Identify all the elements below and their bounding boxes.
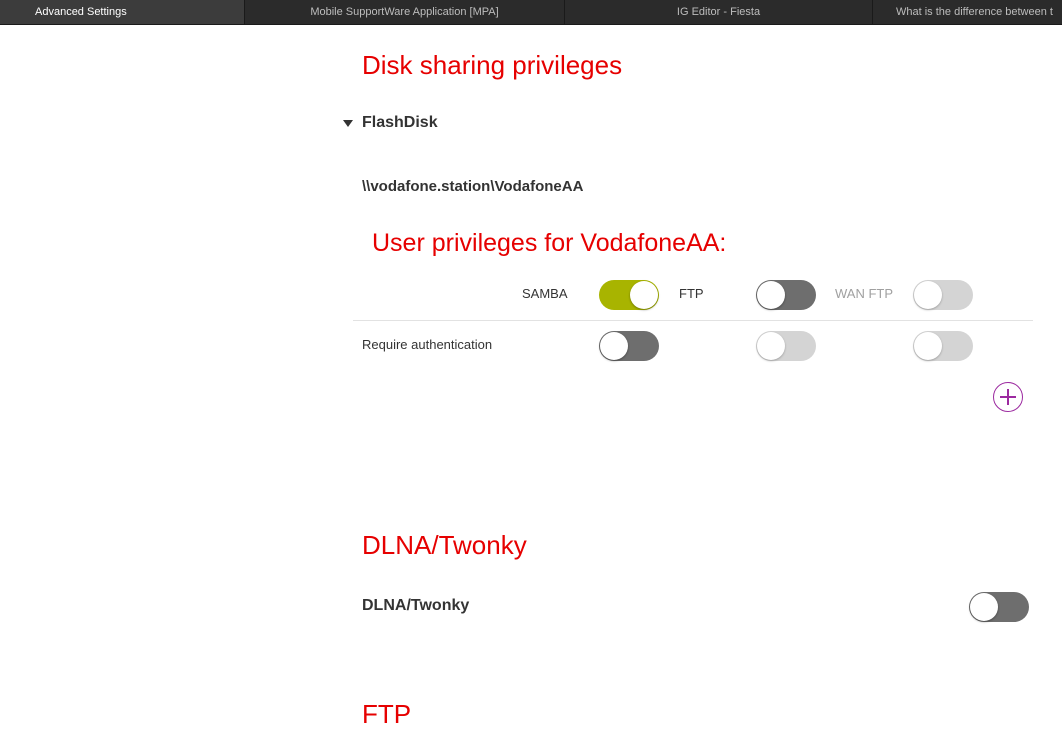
require-auth-wan-ftp-toggle[interactable] — [913, 331, 973, 361]
flashdisk-label[interactable]: FlashDisk — [362, 114, 438, 131]
toggle-knob — [757, 281, 785, 309]
require-auth-label: Require authentication — [362, 337, 493, 352]
wan-ftp-label: WAN FTP — [835, 286, 894, 301]
caret-down-icon[interactable] — [343, 120, 353, 127]
browser-tab-difference[interactable]: What is the difference between t — [896, 6, 1053, 18]
share-path: \\vodafone.station\VodafoneAA — [362, 178, 584, 195]
dlna-label: DLNA/Twonky — [362, 597, 470, 614]
ftp-toggle[interactable] — [756, 280, 816, 310]
require-auth-samba-toggle[interactable] — [599, 331, 659, 361]
ftp-title: FTP — [362, 699, 412, 729]
toggle-knob — [970, 593, 998, 621]
browser-tab-advanced-settings[interactable]: Advanced Settings — [0, 0, 245, 24]
samba-label: SAMBA — [522, 286, 568, 301]
toggle-knob — [630, 281, 658, 309]
ftp-label: FTP — [679, 286, 704, 301]
dlna-toggle[interactable] — [969, 592, 1029, 622]
wan-ftp-toggle[interactable] — [913, 280, 973, 310]
browser-tab-mpa[interactable]: Mobile SupportWare Application [MPA] — [245, 0, 565, 24]
samba-toggle[interactable] — [599, 280, 659, 310]
toggle-knob — [914, 332, 942, 360]
toggle-knob — [600, 332, 628, 360]
disk-sharing-title: Disk sharing privileges — [362, 50, 623, 80]
dlna-title: DLNA/Twonky — [362, 530, 527, 560]
toggle-knob — [757, 332, 785, 360]
browser-tab-ig-editor[interactable]: IG Editor - Fiesta — [565, 0, 873, 24]
user-privileges-title: User privileges for VodafoneAA: — [372, 229, 727, 257]
toggle-knob — [914, 281, 942, 309]
require-auth-ftp-toggle[interactable] — [756, 331, 816, 361]
browser-tab-bar — [0, 0, 1062, 25]
divider — [353, 320, 1033, 321]
plus-circle-icon[interactable] — [993, 382, 1023, 412]
